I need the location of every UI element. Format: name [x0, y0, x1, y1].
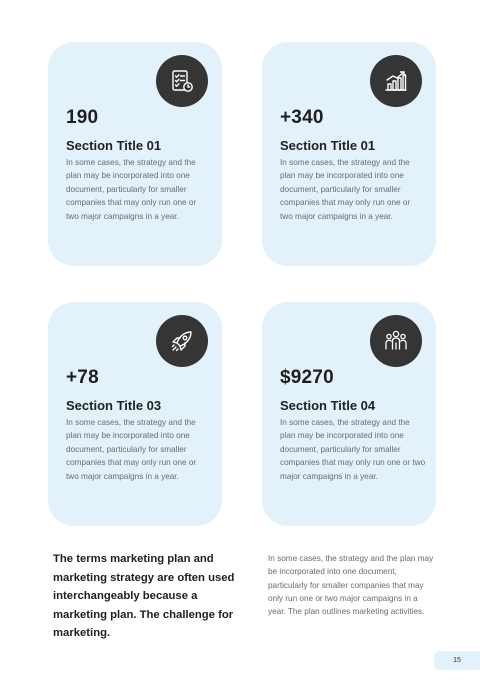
stat-card-3 [48, 302, 222, 526]
stat-value: +78 [66, 367, 99, 388]
page-number: 15 [434, 651, 480, 670]
growth-chart-icon [370, 55, 422, 107]
stat-card-4 [262, 302, 436, 526]
stat-value: +340 [280, 107, 324, 128]
team-icon [370, 315, 422, 367]
side-paragraph: In some cases, the strategy and the plan may be incorporated into one document, particularly for smaller companies that may only run one or two major campaigns in a year. The plan outlines marketing activities. [268, 554, 434, 617]
stat-card-2 [262, 42, 436, 266]
section-title: Section Title 04 [280, 398, 376, 413]
section-description: In some cases, the strategy and the plan may be incorporated into one document, particularly for smaller companies that may only run one or two major campaigns in a year. [280, 158, 411, 221]
rocket-icon [156, 315, 208, 367]
section-description: In some cases, the strategy and the plan may be incorporated into one document, particularly for smaller companies that may only run one or two major campaigns in a year. [66, 158, 197, 221]
section-description: In some cases, the strategy and the plan may be incorporated into one document, particularly for smaller companies that may only run one or two major campaigns in a year. [66, 418, 197, 481]
section-description: In some cases, the strategy and the plan may be incorporated into one document, particularly for smaller companies that may only run one or two major campaigns in a year. [280, 418, 426, 481]
section-title: Section Title 01 [280, 138, 376, 153]
stat-card-1 [48, 42, 222, 266]
stat-value: $9270 [280, 367, 334, 388]
stat-value: 190 [66, 107, 99, 128]
section-title: Section Title 01 [66, 138, 162, 153]
checklist-icon [156, 55, 208, 107]
section-title: Section Title 03 [66, 398, 162, 413]
lead-paragraph: The terms marketing plan and marketing strategy are often used interchangeably because a marketing plan. The challenge for marketing. [53, 553, 235, 640]
